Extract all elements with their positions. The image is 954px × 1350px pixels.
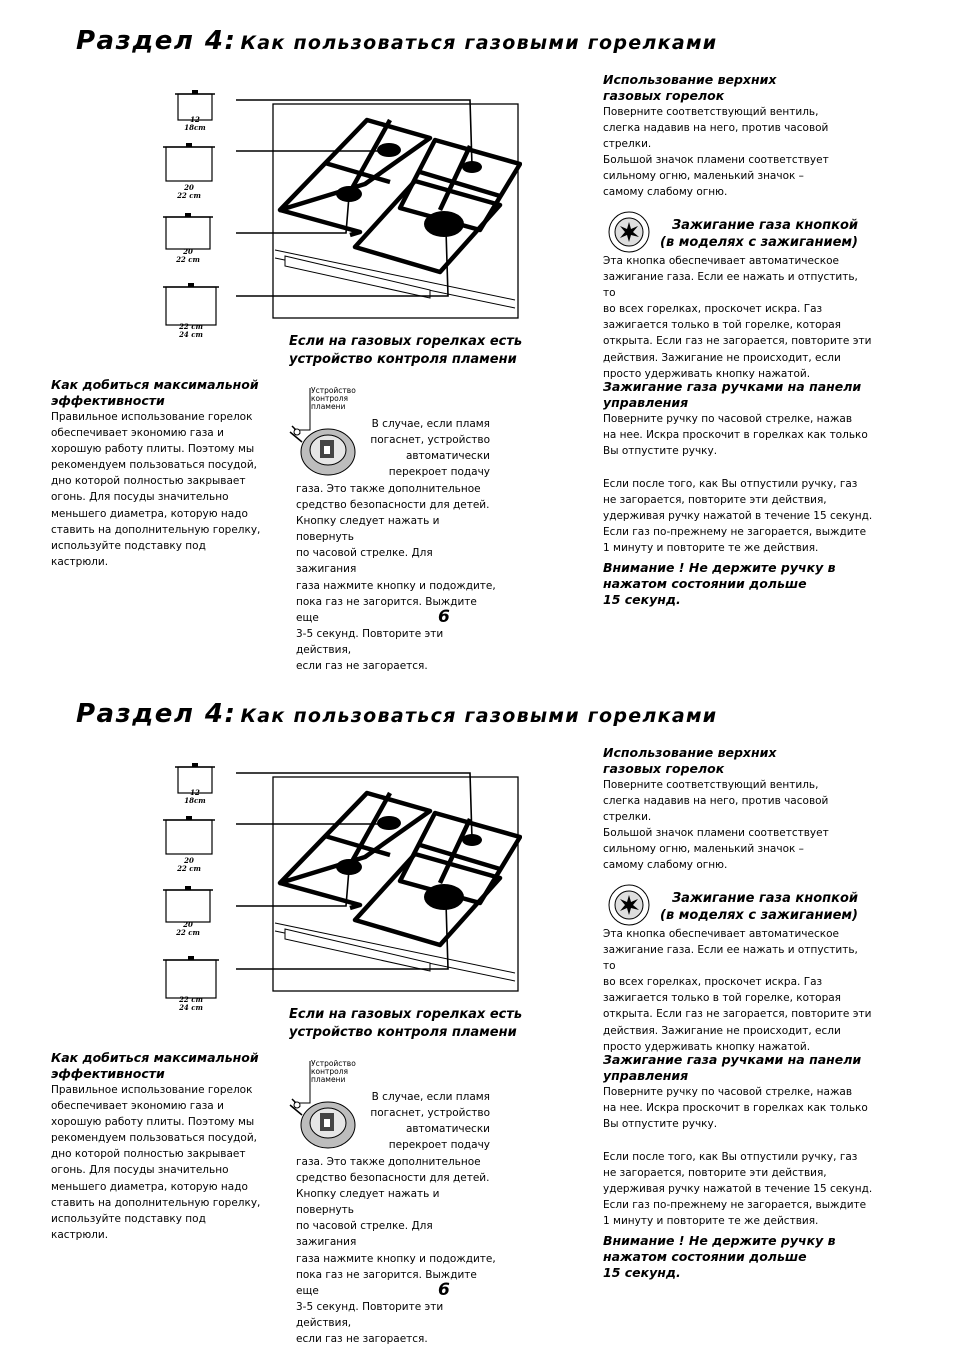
knob-ignition-heading bbox=[603, 379, 861, 411]
flame-sensor-label-line: пламени bbox=[311, 402, 346, 411]
page-title bbox=[76, 699, 717, 729]
warning-text bbox=[603, 1233, 836, 1281]
button-ignition-line: просто удерживать кнопку нажатой. bbox=[603, 367, 811, 380]
flame-control-line: газа нажмите кнопку и подождите, bbox=[296, 579, 496, 592]
flame-sensor-label-line: пламени bbox=[311, 1075, 346, 1084]
flame-control-right-line: перекроет подачу bbox=[388, 1139, 490, 1152]
max-efficiency-line: обеспечивает экономию газа и bbox=[51, 427, 224, 440]
button-ignition-heading bbox=[655, 217, 858, 251]
button-ignition-heading bbox=[655, 890, 858, 924]
if-after-text bbox=[603, 1149, 873, 1229]
button-ignition-line: зажигается только в той горелке, которая bbox=[603, 992, 842, 1005]
flame-control-line: Кнопку следует нажать и повернуть bbox=[296, 1188, 440, 1217]
max-efficiency-line: используйте подставку под кастрюли. bbox=[51, 1212, 206, 1241]
top-burners-heading-line: Использование верхних bbox=[603, 72, 777, 87]
top-burners-line: Поверните соответствующий вентиль, bbox=[603, 779, 819, 791]
button-ignition-line: открыта. Если газ не загорается, повторите эти bbox=[603, 1008, 872, 1021]
pot-dimension bbox=[158, 996, 224, 1012]
top-burners-heading-line: газовых горелок bbox=[603, 761, 725, 776]
flame-control-heading bbox=[289, 1006, 522, 1042]
flame-control-line: если газ не загорается. bbox=[296, 1333, 428, 1346]
max-efficiency-line: ставить на дополнительную горелку, bbox=[51, 523, 261, 536]
flame-control-line: если газ не загорается. bbox=[296, 660, 428, 673]
max-efficiency-line: хорошую работу плиты. Поэтому мы bbox=[51, 1116, 255, 1129]
flame-control-line: по часовой стрелке. Для зажигания bbox=[296, 547, 433, 576]
flame-control-right-line: погаснет, устройство bbox=[370, 1107, 490, 1120]
pot-dimension-small: 20 bbox=[184, 183, 194, 192]
top-burners-line: самому слабому огню. bbox=[603, 859, 728, 872]
hob-burners-diagram bbox=[160, 80, 522, 324]
flame-control-text-right bbox=[330, 1089, 490, 1153]
pot-dimension-large: 18cm bbox=[184, 796, 206, 805]
flame-control-line: газа. Это также дополнительное bbox=[296, 483, 481, 495]
pot-dimension-small: 12 bbox=[190, 788, 200, 797]
max-efficiency-heading-line: Как добиться максимальной bbox=[51, 377, 259, 392]
pot-dimension-small: 20 bbox=[184, 856, 194, 865]
page-title bbox=[76, 26, 717, 56]
button-ignition-line: открыта. Если газ не загорается, повторите эти bbox=[603, 335, 872, 348]
top-burners-line: Большой значок пламени соответствует bbox=[603, 154, 829, 167]
top-burners-heading-line: газовых горелок bbox=[603, 88, 725, 103]
knob-ignition-heading-line: Зажигание газа ручками на панели bbox=[603, 379, 862, 394]
ignition-button-icon bbox=[607, 210, 651, 258]
pot-dimension-large: 22 cm bbox=[177, 191, 201, 200]
max-efficiency-heading bbox=[51, 1050, 259, 1082]
warning-line: 15 секунд. bbox=[603, 1265, 681, 1280]
flame-control-right-line: погаснет, устройство bbox=[370, 434, 490, 447]
top-burners-text bbox=[603, 777, 873, 874]
pot-dimension-large: 24 cm bbox=[179, 1003, 203, 1012]
if-after-line: Если газ по-прежнему не загорается, выждите bbox=[603, 1199, 867, 1212]
knob-ignition-heading bbox=[603, 1052, 861, 1084]
knob-ignition-heading-line: Зажигание газа ручками на панели bbox=[603, 1052, 862, 1067]
pot-dimension-large: 24 cm bbox=[179, 330, 203, 339]
warning-line: 15 секунд. bbox=[603, 592, 681, 607]
flame-control-line: по часовой стрелке. Для зажигания bbox=[296, 1220, 433, 1249]
knob-ignition-line: Поверните ручку по часовой стрелке, нажав bbox=[603, 1086, 853, 1098]
button-ignition-text bbox=[603, 926, 873, 1055]
max-efficiency-line: обеспечивает экономию газа и bbox=[51, 1100, 224, 1113]
flame-control-line: средство безопасности для детей. bbox=[296, 499, 490, 512]
knob-ignition-line: Вы отпустите ручку. bbox=[603, 445, 718, 458]
flame-sensor-label bbox=[311, 387, 356, 411]
pot-dimension-small: 20 bbox=[183, 920, 193, 929]
pot-dimension-large: 22 cm bbox=[177, 864, 201, 873]
title-text: Как пользоваться газовыми горелками bbox=[240, 705, 718, 727]
pot-dimension-large: 18cm bbox=[184, 123, 206, 132]
pot-dimension-small: 22 cm bbox=[179, 322, 203, 331]
top-burners-heading bbox=[603, 72, 776, 104]
button-ignition-line: просто удерживать кнопку нажатой. bbox=[603, 1040, 811, 1053]
flame-control-right-line: В случае, если пламя bbox=[371, 418, 490, 430]
flame-control-right-line: перекроет подачу bbox=[388, 466, 490, 479]
if-after-line: Если после того, как Вы отпустили ручку, газ bbox=[603, 1151, 858, 1163]
knob-ignition-heading-line: управления bbox=[603, 1068, 689, 1083]
if-after-line: 1 минуту и повторите те же действия. bbox=[603, 542, 819, 555]
pot-dimension-large: 22 cm bbox=[176, 255, 200, 264]
flame-sensor-label-line: контроля bbox=[311, 394, 349, 403]
flame-sensor-label bbox=[311, 1060, 356, 1084]
manual-page bbox=[0, 673, 954, 1348]
top-burners-line: Поверните соответствующий вентиль, bbox=[603, 106, 819, 118]
if-after-line: не загорается, повторите эти действия, bbox=[603, 494, 827, 507]
flame-control-line: средство безопасности для детей. bbox=[296, 1172, 490, 1185]
button-ignition-line: зажигается только в той горелке, которая bbox=[603, 319, 842, 332]
flame-sensor-label-line: Устройство bbox=[311, 1059, 356, 1068]
knob-ignition-text bbox=[603, 411, 873, 459]
top-burners-line: сильному огню, маленький значок – bbox=[603, 170, 804, 183]
top-burners-heading-line: Использование верхних bbox=[603, 745, 777, 760]
pot-dimension-small: 22 cm bbox=[179, 995, 203, 1004]
warning-line: нажатом состоянии дольше bbox=[603, 576, 807, 591]
pot-dimension-small: 20 bbox=[183, 247, 193, 256]
pot-dimension-small: 12 bbox=[190, 115, 200, 124]
max-efficiency-line: используйте подставку под кастрюли. bbox=[51, 539, 206, 568]
knob-ignition-line: Вы отпустите ручку. bbox=[603, 1118, 718, 1131]
if-after-line: удерживая ручку нажатой в течение 15 секунд. bbox=[603, 510, 873, 523]
max-efficiency-line: рекомендуем пользоваться посудой, bbox=[51, 459, 258, 472]
flame-control-line: 3-5 секунд. Повторите эти действия, bbox=[296, 1300, 444, 1329]
top-burners-text bbox=[603, 104, 873, 201]
warning-line: Внимание ! Не держите ручку в bbox=[603, 1233, 836, 1248]
if-after-line: Если после того, как Вы отпустили ручку, газ bbox=[603, 478, 858, 490]
top-burners-line: Большой значок пламени соответствует bbox=[603, 827, 829, 840]
max-efficiency-line: ставить на дополнительную горелку, bbox=[51, 1196, 261, 1209]
top-burners-line: слегка надавив на него, против часовой bbox=[603, 795, 829, 808]
top-burners-line: стрелки. bbox=[603, 811, 652, 824]
button-ignition-line: действия. Зажигание не происходит, если bbox=[603, 1024, 841, 1037]
max-efficiency-heading-line: эффективности bbox=[51, 393, 165, 408]
flame-control-heading-line: устройство контроля пламени bbox=[289, 1025, 517, 1040]
title-section: Раздел 4: bbox=[76, 26, 237, 56]
max-efficiency-text bbox=[51, 1082, 266, 1243]
flame-control-heading-line: Если на газовых горелках есть bbox=[289, 1007, 523, 1022]
if-after-line: Если газ по-прежнему не загорается, выждите bbox=[603, 526, 867, 539]
flame-control-heading bbox=[289, 333, 522, 369]
button-ignition-line: во всех горелках, проскочет искра. Газ bbox=[603, 303, 823, 316]
flame-control-text bbox=[296, 1154, 496, 1347]
button-ignition-text bbox=[603, 253, 873, 382]
knob-ignition-heading-line: управления bbox=[603, 395, 689, 410]
flame-control-line: Кнопку следует нажать и повернуть bbox=[296, 515, 440, 544]
ignition-button-icon bbox=[607, 883, 651, 931]
top-burners-line: сильному огню, маленький значок – bbox=[603, 843, 804, 856]
max-efficiency-line: меньшего диаметра, которую надо bbox=[51, 507, 248, 520]
button-ignition-line: зажигание газа. Если ее нажать и отпустить, то bbox=[603, 271, 858, 300]
page-number: 6 bbox=[438, 607, 450, 627]
flame-control-heading-line: устройство контроля пламени bbox=[289, 352, 517, 367]
flame-control-line: 3-5 секунд. Повторите эти действия, bbox=[296, 627, 444, 656]
flame-control-right-line: В случае, если пламя bbox=[371, 1091, 490, 1103]
max-efficiency-line: Правильное использование горелок bbox=[51, 411, 253, 423]
flame-control-text bbox=[296, 481, 496, 674]
max-efficiency-heading-line: эффективности bbox=[51, 1066, 165, 1081]
flame-control-text-right bbox=[330, 416, 490, 480]
max-efficiency-line: меньшего диаметра, которую надо bbox=[51, 1180, 248, 1193]
flame-control-right-line: автоматически bbox=[405, 450, 490, 463]
flame-control-line: пока газ не загорится. Выждите еще bbox=[296, 595, 477, 624]
top-burners-line: слегка надавив на него, против часовой bbox=[603, 122, 829, 135]
if-after-text bbox=[603, 476, 873, 556]
max-efficiency-line: Правильное использование горелок bbox=[51, 1084, 253, 1096]
button-ignition-line: Эта кнопка обеспечивает автоматическое bbox=[603, 255, 839, 267]
pot-dimension bbox=[158, 323, 224, 339]
button-ignition-line: Эта кнопка обеспечивает автоматическое bbox=[603, 928, 839, 940]
page-number: 6 bbox=[438, 1280, 450, 1300]
button-ignition-heading-line: (в моделях с зажиганием) bbox=[660, 908, 858, 923]
hob-burners-diagram bbox=[160, 753, 522, 997]
flame-control-line: пока газ не загорится. Выждите еще bbox=[296, 1268, 477, 1297]
max-efficiency-heading bbox=[51, 377, 259, 409]
if-after-line: не загорается, повторите эти действия, bbox=[603, 1167, 827, 1180]
knob-ignition-line: на нее. Искра проскочит в горелках как только bbox=[603, 1102, 868, 1115]
if-after-line: 1 минуту и повторите те же действия. bbox=[603, 1215, 819, 1228]
max-efficiency-line: хорошую работу плиты. Поэтому мы bbox=[51, 443, 255, 456]
flame-control-line: газа. Это также дополнительное bbox=[296, 1156, 481, 1168]
max-efficiency-text bbox=[51, 409, 266, 570]
title-text: Как пользоваться газовыми горелками bbox=[240, 32, 718, 54]
knob-ignition-text bbox=[603, 1084, 873, 1132]
flame-control-line: газа нажмите кнопку и подождите, bbox=[296, 1252, 496, 1265]
flame-sensor-label-line: Устройство bbox=[311, 386, 356, 395]
if-after-line: удерживая ручку нажатой в течение 15 секунд. bbox=[603, 1183, 873, 1196]
max-efficiency-line: рекомендуем пользоваться посудой, bbox=[51, 1132, 258, 1145]
top-burners-line: стрелки. bbox=[603, 138, 652, 151]
button-ignition-heading-line: Зажигание газа кнопкой bbox=[671, 218, 858, 233]
top-burners-line: самому слабому огню. bbox=[603, 186, 728, 199]
button-ignition-line: зажигание газа. Если ее нажать и отпустить, то bbox=[603, 944, 858, 973]
pot-dimension-large: 22 cm bbox=[176, 928, 200, 937]
warning-line: Внимание ! Не держите ручку в bbox=[603, 560, 836, 575]
button-ignition-heading-line: (в моделях с зажиганием) bbox=[660, 235, 858, 250]
knob-ignition-line: на нее. Искра проскочит в горелках как только bbox=[603, 429, 868, 442]
max-efficiency-line: дно которой полностью закрывает bbox=[51, 475, 246, 488]
button-ignition-heading-line: Зажигание газа кнопкой bbox=[671, 891, 858, 906]
max-efficiency-line: дно которой полностью закрывает bbox=[51, 1148, 246, 1161]
flame-control-heading-line: Если на газовых горелках есть bbox=[289, 334, 523, 349]
warning-line: нажатом состоянии дольше bbox=[603, 1249, 807, 1264]
title-section: Раздел 4: bbox=[76, 699, 237, 729]
button-ignition-line: во всех горелках, проскочет искра. Газ bbox=[603, 976, 823, 989]
knob-ignition-line: Поверните ручку по часовой стрелке, нажав bbox=[603, 413, 853, 425]
flame-control-right-line: автоматически bbox=[405, 1123, 490, 1136]
flame-sensor-label-line: контроля bbox=[311, 1067, 349, 1076]
button-ignition-line: действия. Зажигание не происходит, если bbox=[603, 351, 841, 364]
max-efficiency-line: огонь. Для посуды значительно bbox=[51, 1164, 229, 1177]
max-efficiency-line: огонь. Для посуды значительно bbox=[51, 491, 229, 504]
warning-text bbox=[603, 560, 836, 608]
top-burners-heading bbox=[603, 745, 776, 777]
max-efficiency-heading-line: Как добиться максимальной bbox=[51, 1050, 259, 1065]
